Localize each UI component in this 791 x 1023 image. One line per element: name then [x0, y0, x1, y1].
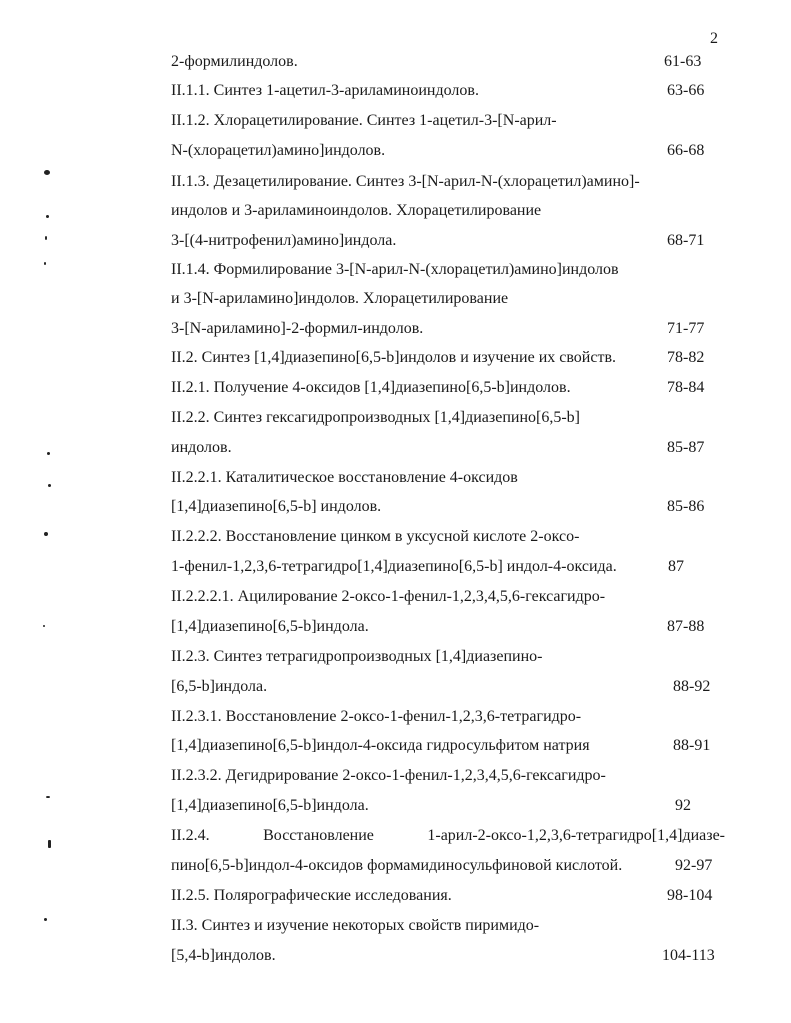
toc-line: 3-[N-ариламино]-2-формил-индолов.: [171, 320, 424, 337]
toc-line: [1,4]диазепино[6,5-b]индола.: [171, 618, 369, 635]
scan-speck: [44, 918, 47, 921]
toc-line: и 3-[N-ариламино]индолов. Хлорацетилирование: [171, 290, 509, 307]
toc-page: 92: [675, 797, 691, 814]
toc-page: 61-63: [664, 53, 702, 70]
toc-line-part: Восстановление: [263, 827, 374, 844]
toc-page: 85-86: [667, 498, 705, 515]
toc-page: 71-77: [667, 320, 705, 337]
toc-line: II.1.3. Дезацетилирование. Синтез 3-[N-арил-N-(хлорацетил)амино]-: [171, 173, 640, 190]
scan-speck: [43, 625, 45, 627]
scan-speck: [46, 796, 50, 798]
toc-line: индолов.: [171, 439, 232, 456]
scan-speck: [45, 236, 47, 240]
toc-line: [1,4]диазепино[6,5-b] индолов.: [171, 498, 382, 515]
toc-page: 88-92: [673, 678, 711, 695]
toc-page: 104-113: [662, 947, 715, 964]
toc-line: II.1.2. Хлорацетилирование. Синтез 1-ацетил-3-[N-арил-: [171, 112, 557, 129]
scan-speck: [44, 262, 46, 265]
toc-page: 78-84: [667, 379, 705, 396]
page-number: 2: [710, 30, 718, 47]
toc-line: II.2. Синтез [1,4]диазепино[6,5-b]индолов и изучение их свойств.: [171, 349, 617, 366]
toc-line: [1,4]диазепино[6,5-b]индола.: [171, 797, 369, 814]
toc-line: II.2.2.1. Каталитическое восстановление 4-оксидов: [171, 469, 518, 486]
toc-line: II.2.5. Полярографические исследования.: [171, 887, 452, 904]
toc-page: 63-66: [667, 82, 705, 99]
toc-page: 68-71: [667, 232, 705, 249]
toc-line-part: 1-арил-2-оксо-1,2,3,6-тетрагидро[1,4]диазе-: [427, 827, 725, 844]
toc-line: II.2.1. Получение 4-оксидов [1,4]диазепино[6,5-b]индолов.: [171, 379, 571, 396]
toc-page: 87: [668, 558, 684, 575]
scan-speck: [47, 452, 50, 455]
toc-line: 2-формилиндолов.: [171, 53, 298, 70]
scan-speck: [44, 532, 48, 536]
toc-line: 1-фенил-1,2,3,6-тетрагидро[1,4]диазепино[6,5-b] индол-4-оксида.: [171, 558, 617, 575]
toc-page: 85-87: [667, 439, 705, 456]
toc-line: II.3. Синтез и изучение некоторых свойств пиримидо-: [171, 917, 540, 934]
toc-line-part: II.2.4.: [171, 827, 210, 844]
toc-line: II.2.3.1. Восстановление 2-оксо-1-фенил-1,2,3,6-тетрагидро-: [171, 708, 582, 725]
toc-page: 87-88: [667, 618, 705, 635]
toc-line: II.2.3.2. Дегидрирование 2-оксо-1-фенил-1,2,3,4,5,6-гексагидро-: [171, 767, 606, 784]
scan-speck: [48, 840, 51, 848]
toc-page: 98-104: [667, 887, 713, 904]
toc-line: II.1.1. Синтез 1-ацетил-3-ариламиноиндолов.: [171, 82, 479, 99]
scan-speck: [48, 484, 51, 487]
toc-line-justified: [171, 826, 725, 846]
toc-line: [6,5-b]индола.: [171, 678, 268, 695]
toc-line: [5,4-b]индолов.: [171, 947, 276, 964]
toc-line: II.2.2.2. Восстановление цинком в уксусной кислоте 2-оксо-: [171, 528, 580, 545]
toc-page: 88-91: [673, 737, 711, 754]
toc-page: 92-97: [675, 857, 713, 874]
toc-page: 66-68: [667, 142, 705, 159]
toc-page: 78-82: [667, 349, 705, 366]
toc-line: II.2.3. Синтез тетрагидропроизводных [1,4]диазепино-: [171, 648, 543, 665]
toc-line: 3-[(4-нитрофенил)амино]индола.: [171, 232, 397, 249]
toc-line: [1,4]диазепино[6,5-b]индол-4-оксида гидросульфитом натрия: [171, 737, 590, 754]
toc-line: N-(хлорацетил)амино]индолов.: [171, 142, 386, 159]
toc-line: II.2.2.2.1. Ацилирование 2-оксо-1-фенил-1,2,3,4,5,6-гексагидро-: [171, 588, 606, 605]
toc-line: индолов и 3-ариламиноиндолов. Хлорацетилирование: [171, 202, 542, 219]
toc-line: II.2.2. Синтез гексагидропроизводных [1,4]диазепино[6,5-b]: [171, 409, 580, 426]
toc-line: пино[6,5-b]индол-4-оксидов формамидиносульфиновой кислотой.: [171, 857, 623, 874]
scan-speck: [46, 215, 49, 218]
toc-line: II.1.4. Формилирование 3-[N-арил-N-(хлорацетил)амино]индолов: [171, 261, 619, 278]
scan-speck: [44, 170, 50, 175]
